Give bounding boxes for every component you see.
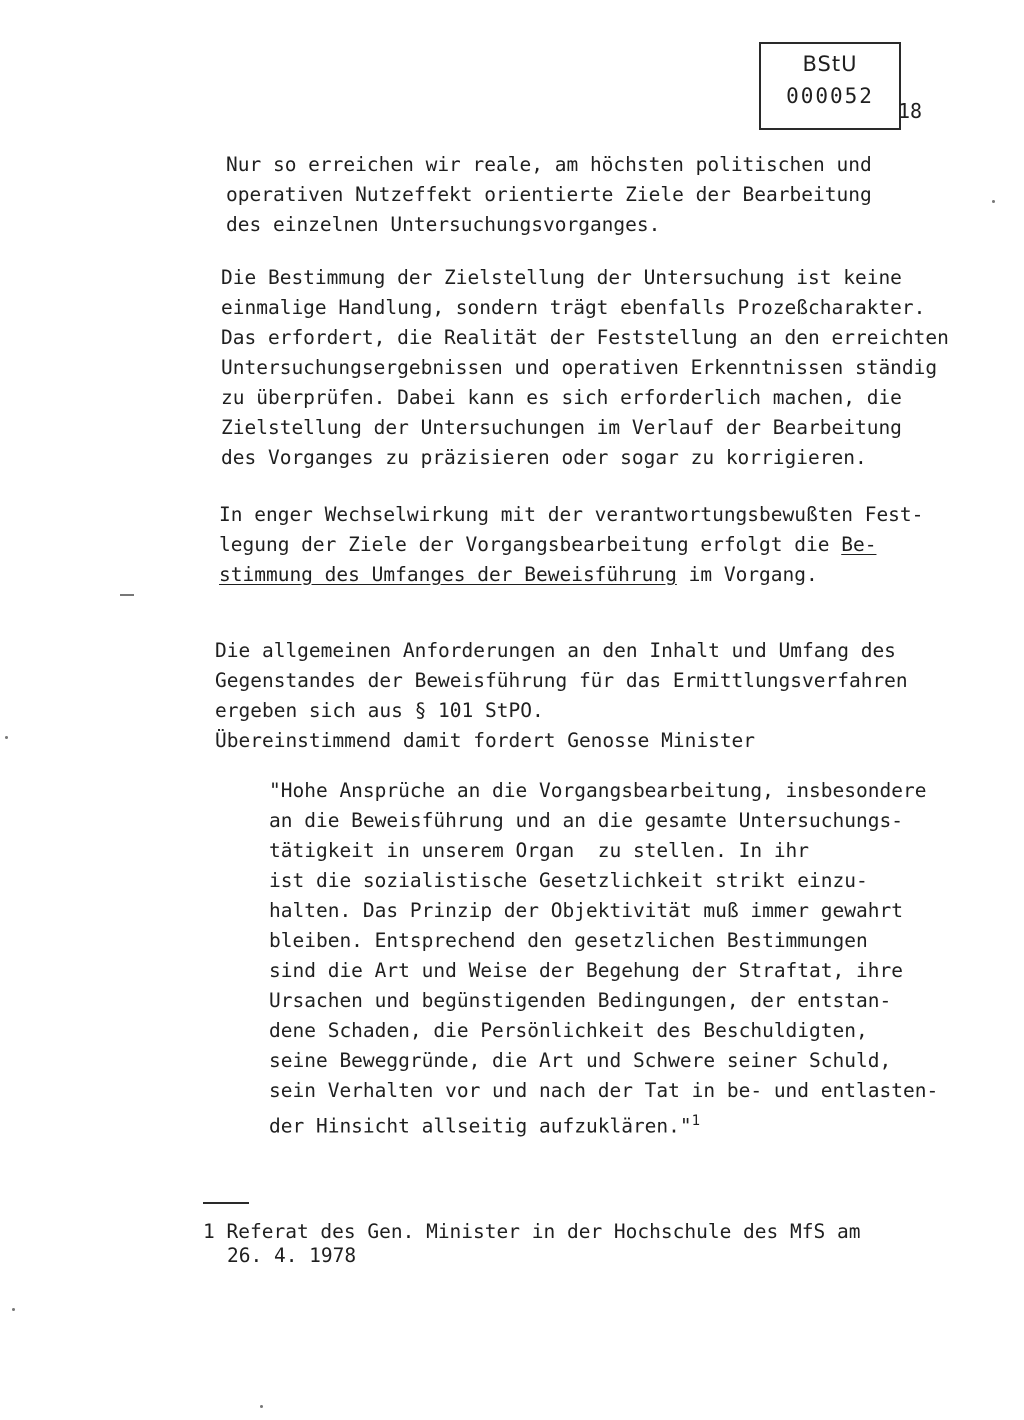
text-line: Gegenstandes der Beweisführung für das Ermittlungsverfahren [215, 669, 908, 692]
text-line [219, 530, 923, 560]
text-line: dene Schaden, die Persönlichkeit des Beschuldigten, [269, 1019, 868, 1042]
text-line: zu überprüfen. Dabei kann es sich erforderlich machen, die [221, 386, 902, 409]
footnote-text: Referat des Gen. Minister in der Hochschule des MfS am [226, 1220, 861, 1243]
footnote-text: 26. 4. 1978 [227, 1244, 357, 1267]
text-line: des einzelnen Untersuchungsvorganges. [226, 213, 661, 236]
paragraph-3 [219, 500, 923, 590]
text-line: bleiben. Entsprechend den gesetzlichen Bestimmungen [269, 929, 868, 952]
text-line: In enger Wechselwirkung mit der verantwortungsbewußten Fest- [219, 503, 924, 526]
text-line: Das erfordert, die Realität der Feststellung an den erreichten [221, 326, 949, 349]
archive-stamp [759, 42, 901, 130]
text-line: tätigkeit in unserem Organ zu stellen. In ihr [269, 839, 810, 862]
text-line: operativen Nutzeffekt orientierte Ziele der Bearbeitung [226, 183, 872, 206]
text-line: Die allgemeinen Anforderungen an den Inhalt und Umfang des [215, 639, 896, 662]
text-line: des Vorganges zu präzisieren oder sogar zu korrigieren. [221, 446, 867, 469]
paragraph-1 [226, 150, 872, 240]
text-line [269, 1106, 938, 1136]
underlined-text: Be- [841, 533, 877, 556]
text-line: seine Beweggründe, die Art und Schwere seiner Schuld, [269, 1049, 892, 1072]
text-segment: der Hinsicht allseitig aufzuklären." [269, 1114, 692, 1138]
text-line: Nur so erreichen wir reale, am höchsten politischen und [226, 153, 872, 176]
underlined-text: stimmung des Umfanges der Beweisführung [219, 563, 677, 586]
scan-speck [992, 200, 995, 203]
stamp-page-number: 000052 [786, 84, 874, 108]
text-line: Ursachen und begünstigenden Bedingungen, der entstan- [269, 989, 892, 1012]
footnote-reference: 1 [691, 1113, 701, 1129]
text-line [203, 1220, 860, 1244]
scan-speck [5, 736, 8, 739]
paragraph-4 [215, 636, 908, 756]
text-segment: legung der Ziele der Vorgangsbearbeitung erfolgt die [219, 533, 842, 556]
text-line: einmalige Handlung, sondern trägt ebenfalls Prozeßcharakter. [221, 296, 926, 319]
text-line: Untersuchungsergebnissen und operativen Erkenntnissen ständig [221, 356, 938, 379]
scan-speck [12, 1308, 15, 1311]
text-line: ergeben sich aus § 101 StPO. [215, 699, 544, 722]
text-line: "Hohe Ansprüche an die Vorgangsbearbeitung, insbesondere [269, 779, 927, 802]
text-line [219, 560, 923, 590]
scan-speck [120, 594, 134, 596]
text-segment: im Vorgang. [676, 563, 818, 586]
footnote [203, 1220, 860, 1268]
text-line: Zielstellung der Untersuchungen im Verlauf der Bearbeitung [221, 416, 902, 439]
text-line: ist die sozialistische Gesetzlichkeit strikt einzu- [269, 869, 868, 892]
text-line: an die Beweisführung und an die gesamte Untersuchungs- [269, 809, 903, 832]
text-line: halten. Das Prinzip der Objektivität muß immer gewahrt [269, 899, 903, 922]
paragraph-2 [221, 263, 949, 473]
stamp-archive-label: BStU [802, 52, 858, 76]
text-line: sein Verhalten vor und nach der Tat in be- und entlasten- [269, 1079, 939, 1102]
footnote-marker: 1 [203, 1220, 215, 1243]
text-line: sind die Art und Weise der Begehung der Straftat, ihre [269, 959, 903, 982]
text-line: Die Bestimmung der Zielstellung der Untersuchung ist keine [221, 266, 902, 289]
page-number: 18 [898, 99, 923, 123]
quotation-block [269, 776, 938, 1136]
footnote-separator [203, 1202, 249, 1204]
text-line: Übereinstimmend damit fordert Genosse Minister [215, 729, 756, 752]
scan-speck [260, 1405, 263, 1408]
